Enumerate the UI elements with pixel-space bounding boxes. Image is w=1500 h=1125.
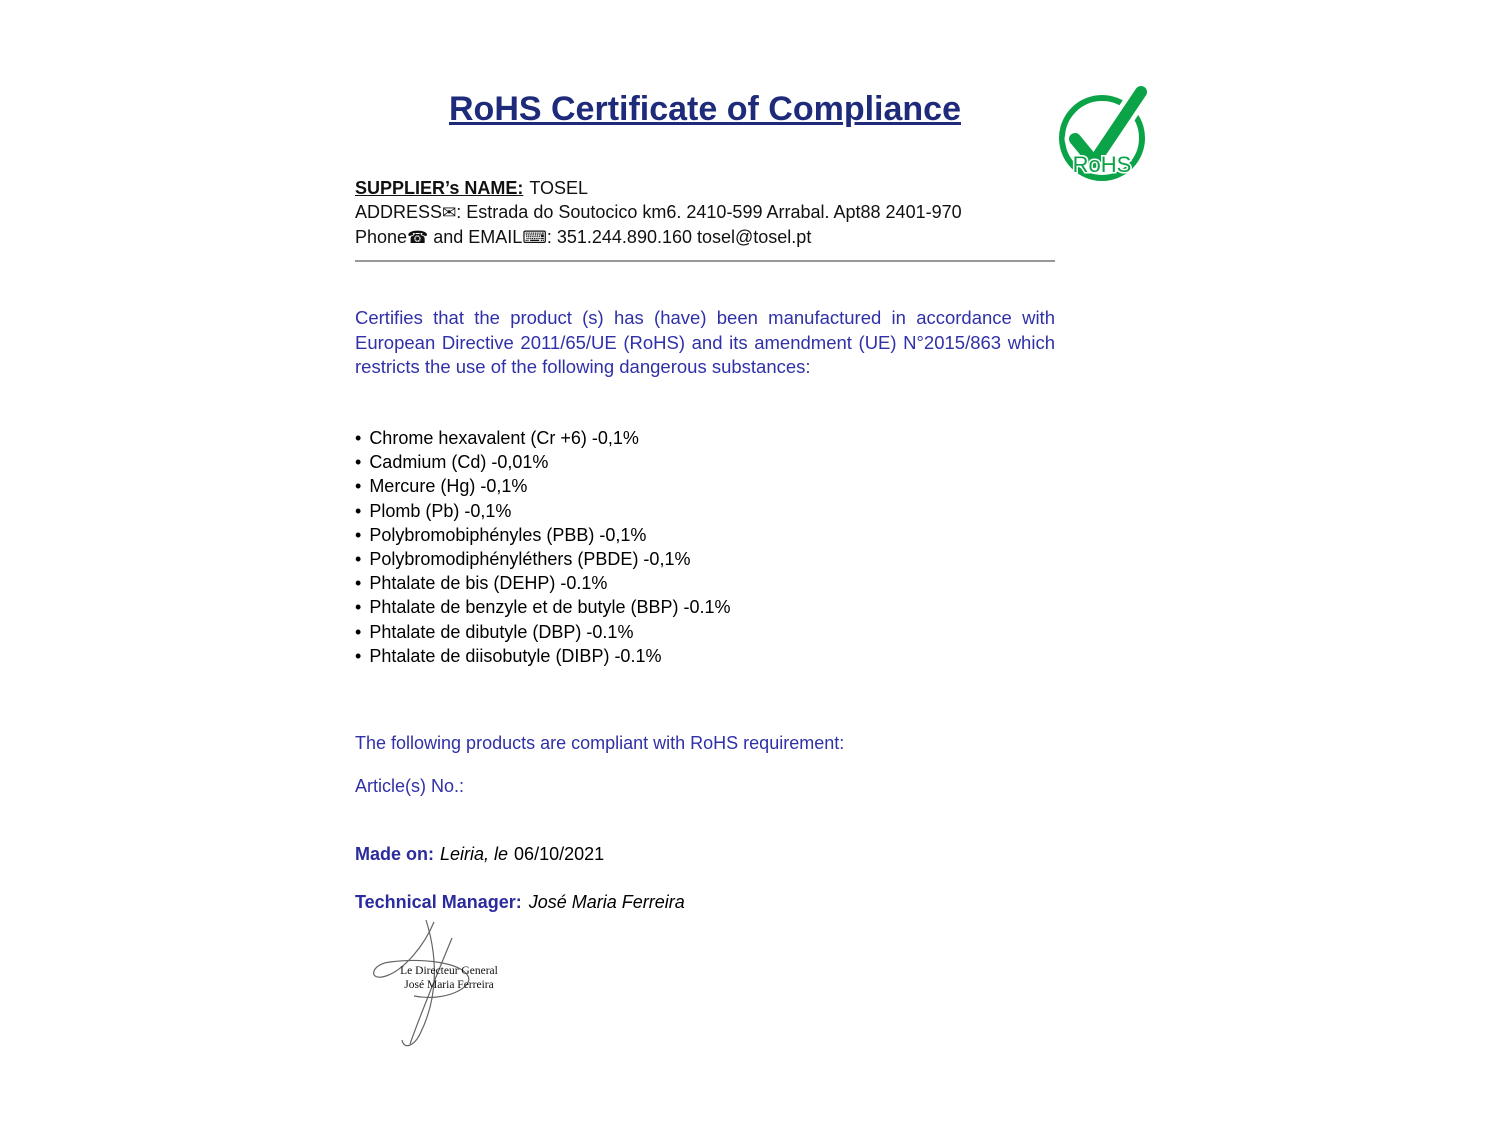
supplier-name-label: SUPPLIER’s NAME: [355, 178, 524, 198]
signature-block [356, 916, 526, 1056]
supplier-address-line [355, 200, 962, 225]
substance-item: • Chrome hexavalent (Cr +6) -0,1% [355, 426, 731, 450]
email-label: and EMAIL [428, 227, 523, 247]
compliance-statement: The following products are compliant with RoHS requirement: [355, 733, 845, 753]
substances-list [355, 426, 731, 668]
technical-manager-label: Technical Manager: [355, 892, 522, 912]
substance-item: • Phtalate de dibutyle (DBP) -0.1% [355, 620, 731, 644]
certification-statement: Certifies that the product (s) has (have) been manufactured in accordance with European Directive 2011/65/UE (RoHS) and its amendment (UE) N°2015/863 which restricts the use of the following dangerous substances: [355, 307, 1055, 377]
separator-line [355, 260, 1055, 262]
supplier-contact-line [355, 225, 962, 250]
articles-label: Article(s) No.: [355, 776, 465, 796]
phone-icon: ☎ [407, 228, 429, 247]
contact-value: : 351.244.890.160 tosel@tosel.pt [546, 227, 812, 247]
supplier-info [355, 176, 962, 250]
signature-text [390, 964, 508, 992]
address-value: : Estrada do Soutocico km6. 2410-599 Arrabal. Apt88 2401-970 [456, 202, 962, 222]
made-on-label: Made on: [355, 844, 434, 864]
page-title: RoHS Certificate of Compliance [449, 90, 961, 128]
made-on-place: Leiria, le [440, 844, 509, 864]
substance-item: • Phtalate de diisobutyle (DIBP) -0.1% [355, 644, 731, 668]
phone-label: Phone [355, 227, 408, 247]
substance-item: • Polybromodiphényléthers (PBDE) -0,1% [355, 547, 731, 571]
signature-line1: Le Directeur General [400, 965, 498, 977]
substance-item: • Cadmium (Cd) -0,01% [355, 450, 731, 474]
supplier-name-value: TOSEL [529, 178, 589, 198]
address-label: ADDRESS [355, 202, 443, 222]
made-on-date: 06/10/2021 [514, 844, 605, 864]
substance-item: • Mercure (Hg) -0,1% [355, 474, 731, 498]
substance-item: • Phtalate de bis (DEHP) -0.1% [355, 571, 731, 595]
svg-text:RoHS: RoHS [1072, 152, 1132, 177]
supplier-name-line [355, 176, 962, 200]
signature-line2: José Maria Ferreira [404, 979, 494, 991]
technical-manager-line [355, 892, 685, 913]
envelope-icon: ✉ [442, 203, 457, 222]
rohs-check-icon [1048, 78, 1156, 190]
computer-icon: ⌨ [522, 228, 547, 247]
made-on-line [355, 844, 604, 865]
substance-item: • Polybromobiphényles (PBB) -0,1% [355, 523, 731, 547]
technical-manager-name: José Maria Ferreira [528, 892, 685, 912]
substance-item: • Phtalate de benzyle et de butyle (BBP) -0.1% [355, 595, 731, 619]
rohs-logo [1048, 78, 1156, 195]
substance-item: • Plomb (Pb) -0,1% [355, 499, 731, 523]
